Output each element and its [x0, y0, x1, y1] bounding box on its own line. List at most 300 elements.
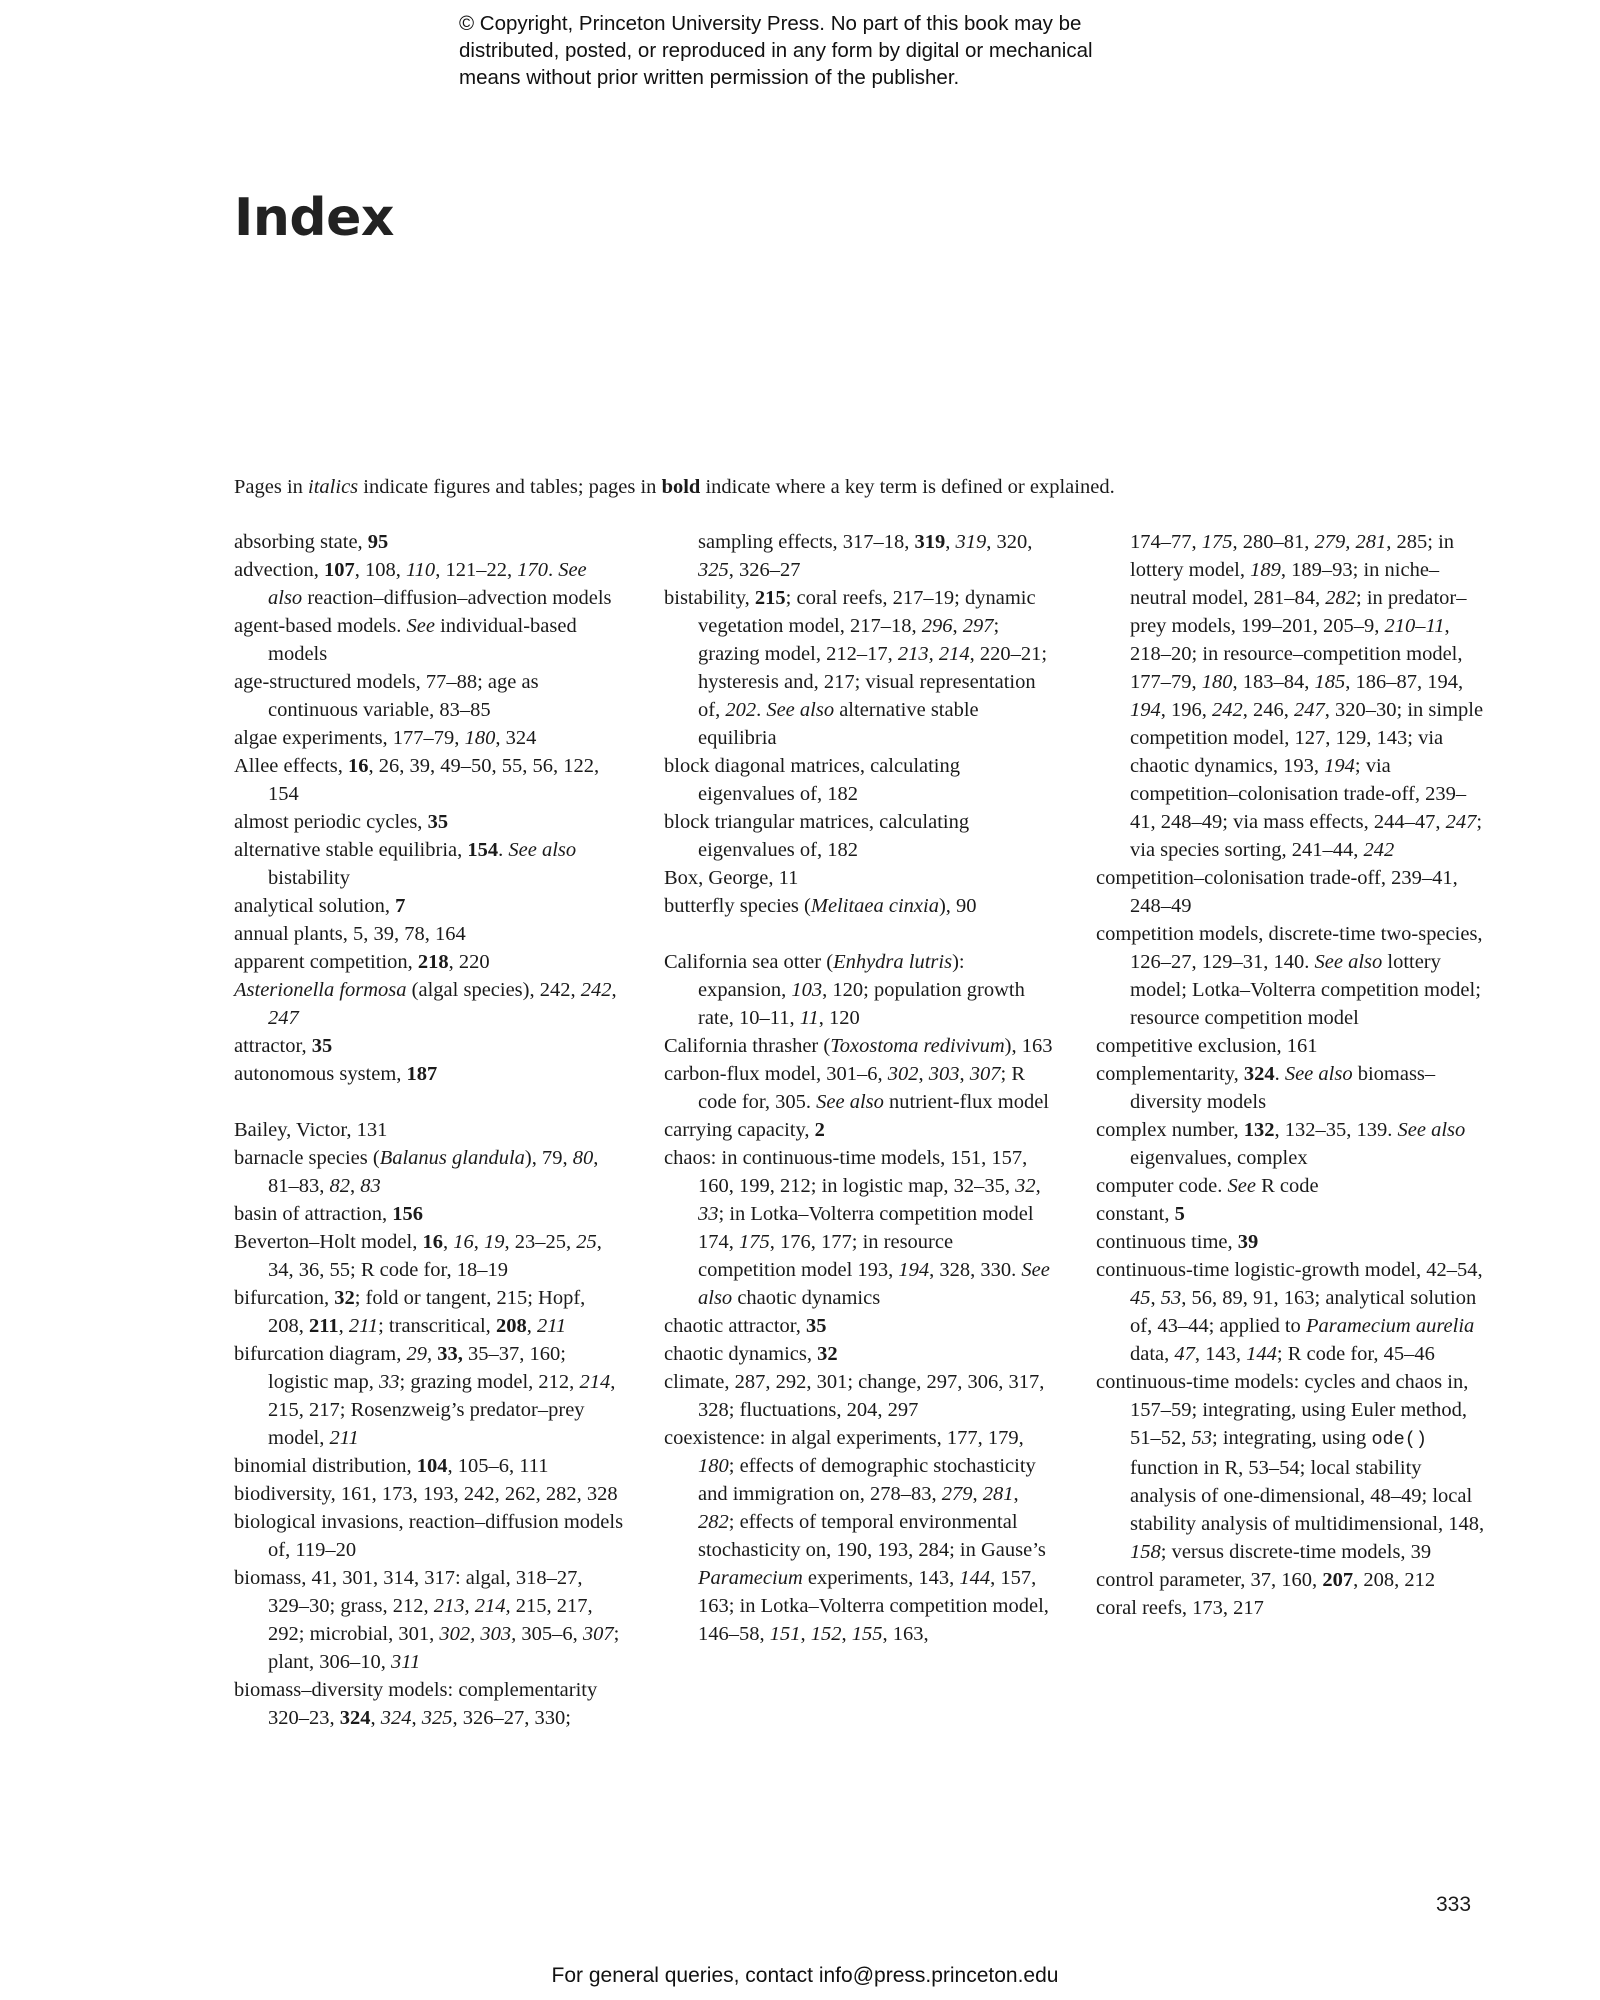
entry-text: , 163, [882, 1623, 929, 1645]
italic-text: 307 [969, 1063, 1001, 1085]
entry-text: data, [1130, 1343, 1175, 1365]
definition-page: 32 [334, 1287, 355, 1309]
entry-text: , [411, 1707, 422, 1729]
index-entry [234, 612, 624, 668]
definition-page: 319 [914, 531, 946, 553]
italic-text: 170 [517, 559, 548, 581]
definition-page: 207 [1322, 1569, 1354, 1591]
index-entry [234, 976, 624, 1032]
index-entry [664, 948, 1054, 1032]
definition-page: 2 [814, 1119, 825, 1141]
entry-text: absorbing state, [234, 531, 368, 553]
entry-text: , [959, 1063, 970, 1085]
index-entry [234, 528, 624, 556]
italic-text: 297 [962, 615, 994, 637]
note-bold-word: bold [661, 476, 701, 498]
entry-text: butterfly species ( [664, 895, 811, 917]
italic-text: 303 [928, 1063, 960, 1085]
entry-text: , 320, [986, 531, 1033, 553]
index-entry [664, 864, 1054, 892]
italic-text: 194 [898, 1259, 930, 1281]
code-text: ode() [1371, 1429, 1427, 1450]
entry-text: ; via species sorting, 241–44, [1130, 811, 1483, 861]
italic-text: 16 [453, 1231, 474, 1253]
italic-text: 282 [1325, 587, 1357, 609]
definition-page: 132 [1243, 1119, 1275, 1141]
entry-text: , 326–27, 330; [452, 1707, 571, 1729]
entry-text: ): expansion, [698, 951, 965, 1001]
entry-text: , 320–30; in simple competition model, 127, 129, 143; via chaotic dynamics, 193, [1130, 699, 1484, 777]
index-entry [1096, 920, 1486, 1032]
entry-text: block diagonal matrices, calculating eigenvalues of, 182 [664, 755, 960, 805]
entry-text: , [1035, 1175, 1041, 1197]
index-entry [1096, 864, 1486, 920]
italic-text: 11 [799, 1007, 819, 1029]
italic-text: 296 [921, 615, 953, 637]
entry-text: California sea otter ( [664, 951, 834, 973]
entry-text: bistability, [664, 587, 755, 609]
entry-text: carrying capacity, [664, 1119, 815, 1141]
entry-text: biodiversity, 161, 173, 193, 242, 262, 282, 328 [234, 1483, 618, 1505]
italic-text: 152 [810, 1623, 842, 1645]
entry-text: block triangular matrices, calculating eigenvalues of, 182 [664, 811, 970, 861]
index-entry [1096, 1200, 1486, 1228]
footer-contact: For general queries, contact info@press.princeton.edu [551, 1964, 1059, 1987]
entry-text: , 189–93; in niche–neutral model, 281–84, [1130, 559, 1440, 609]
italic-text: See also [698, 1259, 1050, 1309]
entry-text: 174–77, [1130, 531, 1202, 553]
index-entry [234, 1284, 624, 1340]
definition-page: 95 [367, 531, 389, 553]
italic-text: 282 [698, 1511, 729, 1533]
index-column-1 [234, 528, 624, 1732]
entry-text: 215, 217, 292; microbial, 301, [268, 1595, 593, 1645]
index-entry [234, 920, 624, 948]
italic-text: 247 [1294, 699, 1325, 721]
entry-text: , 176, 177; in resource competition model 193, [698, 1231, 954, 1281]
definition-page: 187 [406, 1063, 438, 1085]
entry-text: California thrasher ( [664, 1035, 831, 1057]
italic-text: 213, 214 [897, 643, 970, 665]
entry-text: ), 163 [1004, 1035, 1053, 1057]
index-entry [664, 1144, 1054, 1312]
entry-text: , 157, 163; in Lotka–Volterra competition model, 146–58, [698, 1567, 1049, 1645]
entry-text: coexistence: in algal experiments, 177, 179, [664, 1427, 1024, 1449]
entry-text: algae experiments, 177–79, [234, 727, 465, 749]
entry-text: , 324 [495, 727, 537, 749]
entry-text: complex number, [1096, 1119, 1244, 1141]
copyright-line: © Copyright, Princeton University Press. No part of this book may be [459, 12, 1082, 35]
index-entry [1096, 1228, 1486, 1256]
index-column-3 [1096, 528, 1486, 1622]
copyright-notice [459, 10, 1219, 91]
entry-text: ; via competition–colonisation trade-off, 239–41, 248–49; via mass effects, 244–47, [1130, 755, 1467, 833]
definition-page: 35 [427, 811, 449, 833]
entry-text: , [526, 1315, 537, 1337]
entry-text: competition–colonisation trade-off, 239–41, 248–49 [1096, 867, 1458, 917]
italic-text: Balanus glandula [379, 1147, 525, 1169]
entry-text: , 186–87, 194, [1345, 671, 1464, 693]
entry-text: attractor, [234, 1035, 312, 1057]
italic-text: See also [1314, 951, 1383, 973]
italic-text: 325 [421, 1707, 453, 1729]
italic-text: 180 [1201, 671, 1233, 693]
entry-text: age-structured models, 77–88; age as continuous variable, 83–85 [234, 671, 539, 721]
entry-text: , 121–22, [435, 559, 518, 581]
definition-page: 16 [348, 755, 369, 777]
entry-text: continuous time, [1096, 1231, 1238, 1253]
italic-text: 158 [1130, 1541, 1161, 1563]
index-entry [1096, 1566, 1486, 1594]
copyright-line: means without prior written permission of the publisher. [459, 66, 960, 89]
entry-text: ; effects of temporal environmental stochasticity on, 190, 193, 284; in Gause’s [698, 1511, 1046, 1561]
entry-text: , [611, 979, 617, 1001]
copyright-line: distributed, posted, or reproduced in any form by digital or mechanical [459, 39, 1093, 62]
definition-page: 35 [311, 1035, 333, 1057]
index-entry [664, 1340, 1054, 1368]
entry-text: ; grazing model, 212–17, [698, 615, 1000, 665]
italic-text: 103 [791, 979, 823, 1001]
italic-text: Melitaea cinxia [810, 895, 939, 917]
index-entry [234, 1676, 624, 1732]
entry-text: biomass–diversity models: complementarity 320–23, [234, 1679, 598, 1729]
italic-text: 144 [959, 1567, 991, 1589]
index-entry [234, 1116, 624, 1144]
italic-text: See [406, 615, 435, 637]
italic-text: See also [816, 1091, 884, 1113]
entry-text: , 183–84, [1232, 671, 1315, 693]
definition-page: 156 [392, 1203, 424, 1225]
entry-text: agent-based models. [234, 615, 407, 637]
entry-text: biomass–diversity models [1130, 1063, 1436, 1113]
index-entry [664, 1060, 1054, 1116]
entry-text: R code [1255, 1175, 1319, 1197]
index-entry [1096, 1060, 1486, 1116]
entry-text: ; R code for, 305. [698, 1063, 1025, 1113]
entry-text: continuous-time logistic-growth model, 42–54, [1096, 1259, 1483, 1281]
entry-text: ), 79, [524, 1147, 573, 1169]
entry-text: bistability [268, 867, 350, 889]
entry-text: ; effects of demographic stochasticity and immigration on, 278–83, [698, 1455, 1036, 1505]
entry-text: ; fold or tangent, 215; Hopf, 208, [268, 1287, 586, 1337]
italic-text: 242 [580, 979, 612, 1001]
entry-text: ), 90 [938, 895, 977, 917]
definition-page: 107 [323, 559, 355, 581]
entry-text: , 215, 217; Rosenzweig’s predator–prey model, [268, 1371, 616, 1449]
italic-text: 211 [348, 1315, 379, 1337]
entry-text: , 143, [1194, 1343, 1247, 1365]
page-title: Index [234, 188, 394, 248]
entry-text: nutrient-flux model [883, 1091, 1050, 1113]
index-entry [1096, 1032, 1486, 1060]
entry-text: almost periodic cycles, [234, 811, 428, 833]
index-entry [1096, 1594, 1486, 1622]
definition-page: 39 [1237, 1231, 1259, 1253]
entry-text: chaotic attractor, [664, 1315, 807, 1337]
italic-text: 82 [329, 1175, 350, 1197]
entry-text: ; transcritical, [378, 1315, 496, 1337]
italic-text: 151 [769, 1623, 801, 1645]
entry-text: Allee effects, [234, 755, 349, 777]
entry-text: , 23–25, [504, 1231, 577, 1253]
italic-text: 175 [1201, 531, 1233, 553]
entry-text: continuous-time models: cycles and chaos in, 157–59; integrating, using Euler method, 51–52, [1096, 1371, 1469, 1449]
italic-text: 144 [1246, 1343, 1277, 1365]
italic-text: 281 [982, 1483, 1014, 1505]
entry-text: reaction–diffusion–advection models [302, 587, 612, 609]
note-text: indicate where a key term is defined or explained. [700, 476, 1115, 498]
index-entry [234, 1144, 624, 1200]
index-entry [1096, 528, 1486, 864]
index-note [234, 473, 1484, 501]
entry-text: biological invasions, reaction–diffusion models of, 119–20 [234, 1511, 624, 1561]
entry-text: , [841, 1623, 852, 1645]
italic-text: Toxostoma redivivum [830, 1035, 1005, 1057]
entry-text: eigenvalues, complex [1130, 1147, 1308, 1169]
index-entry [664, 892, 1054, 920]
definition-page: 324 [1243, 1063, 1275, 1085]
definition-page: 33, [437, 1343, 463, 1365]
entry-text: lottery model; Lotka–Volterra competition model; resource competition model [1130, 951, 1481, 1029]
italic-text: 324 [380, 1707, 412, 1729]
entry-text: competition models, discrete-time two-species, 126–27, 129–31, 140. [1096, 923, 1483, 973]
italic-text: 247 [268, 1007, 299, 1029]
italic-text: 319 [955, 531, 987, 553]
entry-text: , 26, 39, 49–50, 55, 56, 122, 154 [268, 755, 600, 805]
index-entry [234, 1032, 624, 1060]
definition-page: 32 [817, 1343, 838, 1365]
italic-text: 32 [1015, 1175, 1036, 1197]
italic-text: 80 [572, 1147, 594, 1169]
entry-text: , 105–6, 111 [447, 1455, 549, 1477]
entry-text: alternative stable equilibria [698, 699, 979, 749]
entry-text: , 285; in lottery model, [1130, 531, 1455, 581]
entry-text: analytical solution, [234, 895, 396, 917]
entry-text: ; versus discrete-time models, 39 [1160, 1541, 1432, 1563]
italic-text: 29 [406, 1343, 427, 1365]
italic-text: 213, 214, [433, 1595, 511, 1617]
entry-text: ; plant, 306–10, [268, 1623, 620, 1673]
entry-text: , [370, 1707, 381, 1729]
entry-text: Box, George, 11 [664, 867, 799, 889]
page-number: 333 [1436, 1893, 1472, 1916]
italic-text: 247 [1445, 811, 1477, 833]
entry-text: individual-based models [268, 615, 577, 665]
entry-text: constant, [1096, 1203, 1175, 1225]
italic-text: 302, 303, [439, 1623, 517, 1645]
italic-text: 110 [405, 559, 436, 581]
entry-text: , [473, 1231, 484, 1253]
italic-text: 210–11 [1384, 615, 1445, 637]
italic-text: 53 [1191, 1427, 1212, 1449]
entry-text: , [442, 1231, 454, 1253]
italic-text: 189 [1250, 559, 1281, 581]
index-column-2 [664, 528, 1054, 1648]
entry-text: ; in predator–prey models, 199–201, 205–9, [1130, 587, 1467, 637]
italic-text: Enhydra lutris [833, 951, 953, 973]
entry-text: , [350, 1175, 361, 1197]
definition-page: 324 [339, 1707, 371, 1729]
entry-text: , [972, 1483, 983, 1505]
entry-text: ; grazing model, 212, [399, 1371, 580, 1393]
index-entry [234, 892, 624, 920]
entry-text: biomass, 41, 301, 314, 317: algal, 318–27, 329–30; grass, 212, [234, 1567, 583, 1617]
italic-text: 242 [1212, 699, 1243, 721]
definition-page: 211 [309, 1315, 339, 1337]
italic-text: 175 [739, 1231, 770, 1253]
index-entry [1096, 1368, 1486, 1566]
entry-text: , 196, [1160, 699, 1212, 721]
entry-text: computer code. [1096, 1175, 1228, 1197]
italic-text: See also [1397, 1119, 1466, 1141]
italic-text: 211 [329, 1427, 359, 1449]
entry-text: , 220–21; hysteresis and, 217; visual representation of, [698, 643, 1048, 721]
index-entry [664, 1368, 1054, 1424]
definition-page: 218 [417, 951, 449, 973]
entry-text: ; coral reefs, 217–19; dynamic vegetation model, 217–18, [698, 587, 1036, 637]
italic-text: 33 [698, 1203, 719, 1225]
index-entry [234, 556, 624, 612]
index-entry [234, 948, 624, 976]
italic-text: 214 [579, 1371, 611, 1393]
italic-text: 279, 281 [1314, 531, 1387, 553]
italic-text: 202 [725, 699, 757, 721]
entry-text: autonomous system, [234, 1063, 407, 1085]
entry-text: , [918, 1063, 929, 1085]
entry-text: . [1274, 1063, 1285, 1085]
index-entry [234, 1480, 624, 1508]
definition-page: 104 [416, 1455, 448, 1477]
note-text: Pages in [234, 476, 309, 498]
entry-text: apparent competition, [234, 951, 418, 973]
index-entry [234, 1200, 624, 1228]
index-entry [234, 1060, 624, 1088]
index-entry [664, 752, 1054, 808]
index-entry [1096, 1172, 1486, 1200]
index-entry [234, 836, 624, 892]
entry-text: sampling effects, 317–18, [698, 531, 915, 553]
entry-text: , [1013, 1483, 1019, 1505]
italic-text: 242 [1363, 839, 1395, 861]
italic-text: 19 [483, 1231, 505, 1253]
index-entry [1096, 1116, 1486, 1172]
entry-text: barnacle species ( [234, 1147, 380, 1169]
index-entry [664, 1424, 1054, 1648]
entry-text: , [1150, 1287, 1161, 1309]
index-entry [234, 1508, 624, 1564]
index-entry [234, 668, 624, 724]
entry-text: , [426, 1343, 438, 1365]
index-entry [234, 1228, 624, 1284]
entry-text: chaotic dynamics [732, 1287, 881, 1309]
index-entry [234, 752, 624, 808]
entry-text: , [945, 531, 956, 553]
entry-text: bifurcation diagram, [234, 1343, 407, 1365]
italic-text: 279 [941, 1483, 973, 1505]
entry-text: , 220 [448, 951, 490, 973]
entry-text: , [338, 1315, 349, 1337]
entry-text: experiments, 143, [802, 1567, 960, 1589]
entry-text: chaos: in continuous-time models, 151, 157, 160, 199, 212; in logistic map, 32–35, [664, 1147, 1028, 1197]
entry-text: binomial distribution, [234, 1455, 417, 1477]
definition-page: 5 [1174, 1203, 1185, 1225]
entry-text: , 81–83, [268, 1147, 599, 1197]
entry-text: basin of attraction, [234, 1203, 393, 1225]
italic-text: Paramecium [698, 1567, 803, 1589]
note-text: indicate figures and tables; pages in [358, 476, 662, 498]
index-entry [664, 1116, 1054, 1144]
entry-text: . [756, 699, 767, 721]
index-entry [234, 1564, 624, 1676]
italic-text: 194 [1130, 699, 1161, 721]
entry-text: , 218–20; in resource–competition model, 177–79, [1130, 615, 1463, 693]
index-entry [234, 808, 624, 836]
entry-text: , 34, 36, 55; R code for, 18–19 [268, 1231, 602, 1281]
italic-text: See also [268, 559, 587, 609]
italic-text: 211 [536, 1315, 567, 1337]
entry-text: climate, 287, 292, 301; change, 297, 306, 317, 328; fluctuations, 204, 297 [664, 1371, 1045, 1421]
italic-text: 25 [576, 1231, 597, 1253]
italic-text: Asterionella formosa [234, 979, 407, 1001]
entry-text: , 328, 330. [929, 1259, 1022, 1281]
index-entry [664, 584, 1054, 752]
entry-text: alternative stable equilibria, [234, 839, 468, 861]
entry-text: ; in Lotka–Volterra competition model 174, [698, 1203, 1034, 1253]
italic-text: 47 [1174, 1343, 1195, 1365]
index-entry [664, 1032, 1054, 1060]
definition-page: 35 [806, 1315, 827, 1337]
definition-page: 16 [422, 1231, 443, 1253]
index-entry [1096, 1256, 1486, 1368]
entry-text: , [800, 1623, 811, 1645]
entry-text: , 120; population growth rate, 10–11, [698, 979, 1025, 1029]
entry-text: ; integrating, using [1212, 1427, 1372, 1449]
italic-text: 155 [851, 1623, 883, 1645]
italic-text: 185 [1314, 671, 1346, 693]
italic-text: 307 [582, 1623, 614, 1645]
entry-text: (algal species), 242, [406, 979, 581, 1001]
entry-text: , 56, 89, 91, 163; analytical solution of, 43–44; applied to [1130, 1287, 1477, 1337]
entry-text: Beverton–Holt model, [234, 1231, 423, 1253]
entry-text: , 208, 212 [1353, 1569, 1436, 1591]
entry-text: , 108, [354, 559, 406, 581]
entry-text: 35–37, 160; logistic map, [268, 1343, 566, 1393]
definition-page: 7 [395, 895, 406, 917]
entry-text: carbon-flux model, 301–6, [664, 1063, 888, 1085]
entry-text: chaotic dynamics, [664, 1343, 818, 1365]
italic-text: 194 [1324, 755, 1355, 777]
italic-text: 45 [1130, 1287, 1151, 1309]
entry-text: competitive exclusion, 161 [1096, 1035, 1318, 1057]
index-entry [664, 1312, 1054, 1340]
definition-page: 208 [495, 1315, 527, 1337]
entry-text: advection, [234, 559, 324, 581]
entry-text: , 120 [818, 1007, 860, 1029]
entry-text: Bailey, Victor, 131 [234, 1119, 388, 1141]
italic-text: See also [1284, 1063, 1353, 1085]
index-entry [234, 1452, 624, 1480]
italic-text: 53 [1160, 1287, 1182, 1309]
index-columns [234, 528, 1484, 1798]
italic-text: See also [508, 839, 577, 861]
index-entry [234, 724, 624, 752]
italic-text: 33 [379, 1371, 400, 1393]
italic-text: 311 [391, 1651, 421, 1673]
entry-text: bifurcation, [234, 1287, 335, 1309]
entry-text: , 132–35, 139. [1274, 1119, 1398, 1141]
entry-text: . [498, 839, 509, 861]
entry-text: function in R, 53–54; local stability analysis of one-dimensional, 48–49; local stability analysis of multidimensional, 148, [1130, 1457, 1485, 1535]
